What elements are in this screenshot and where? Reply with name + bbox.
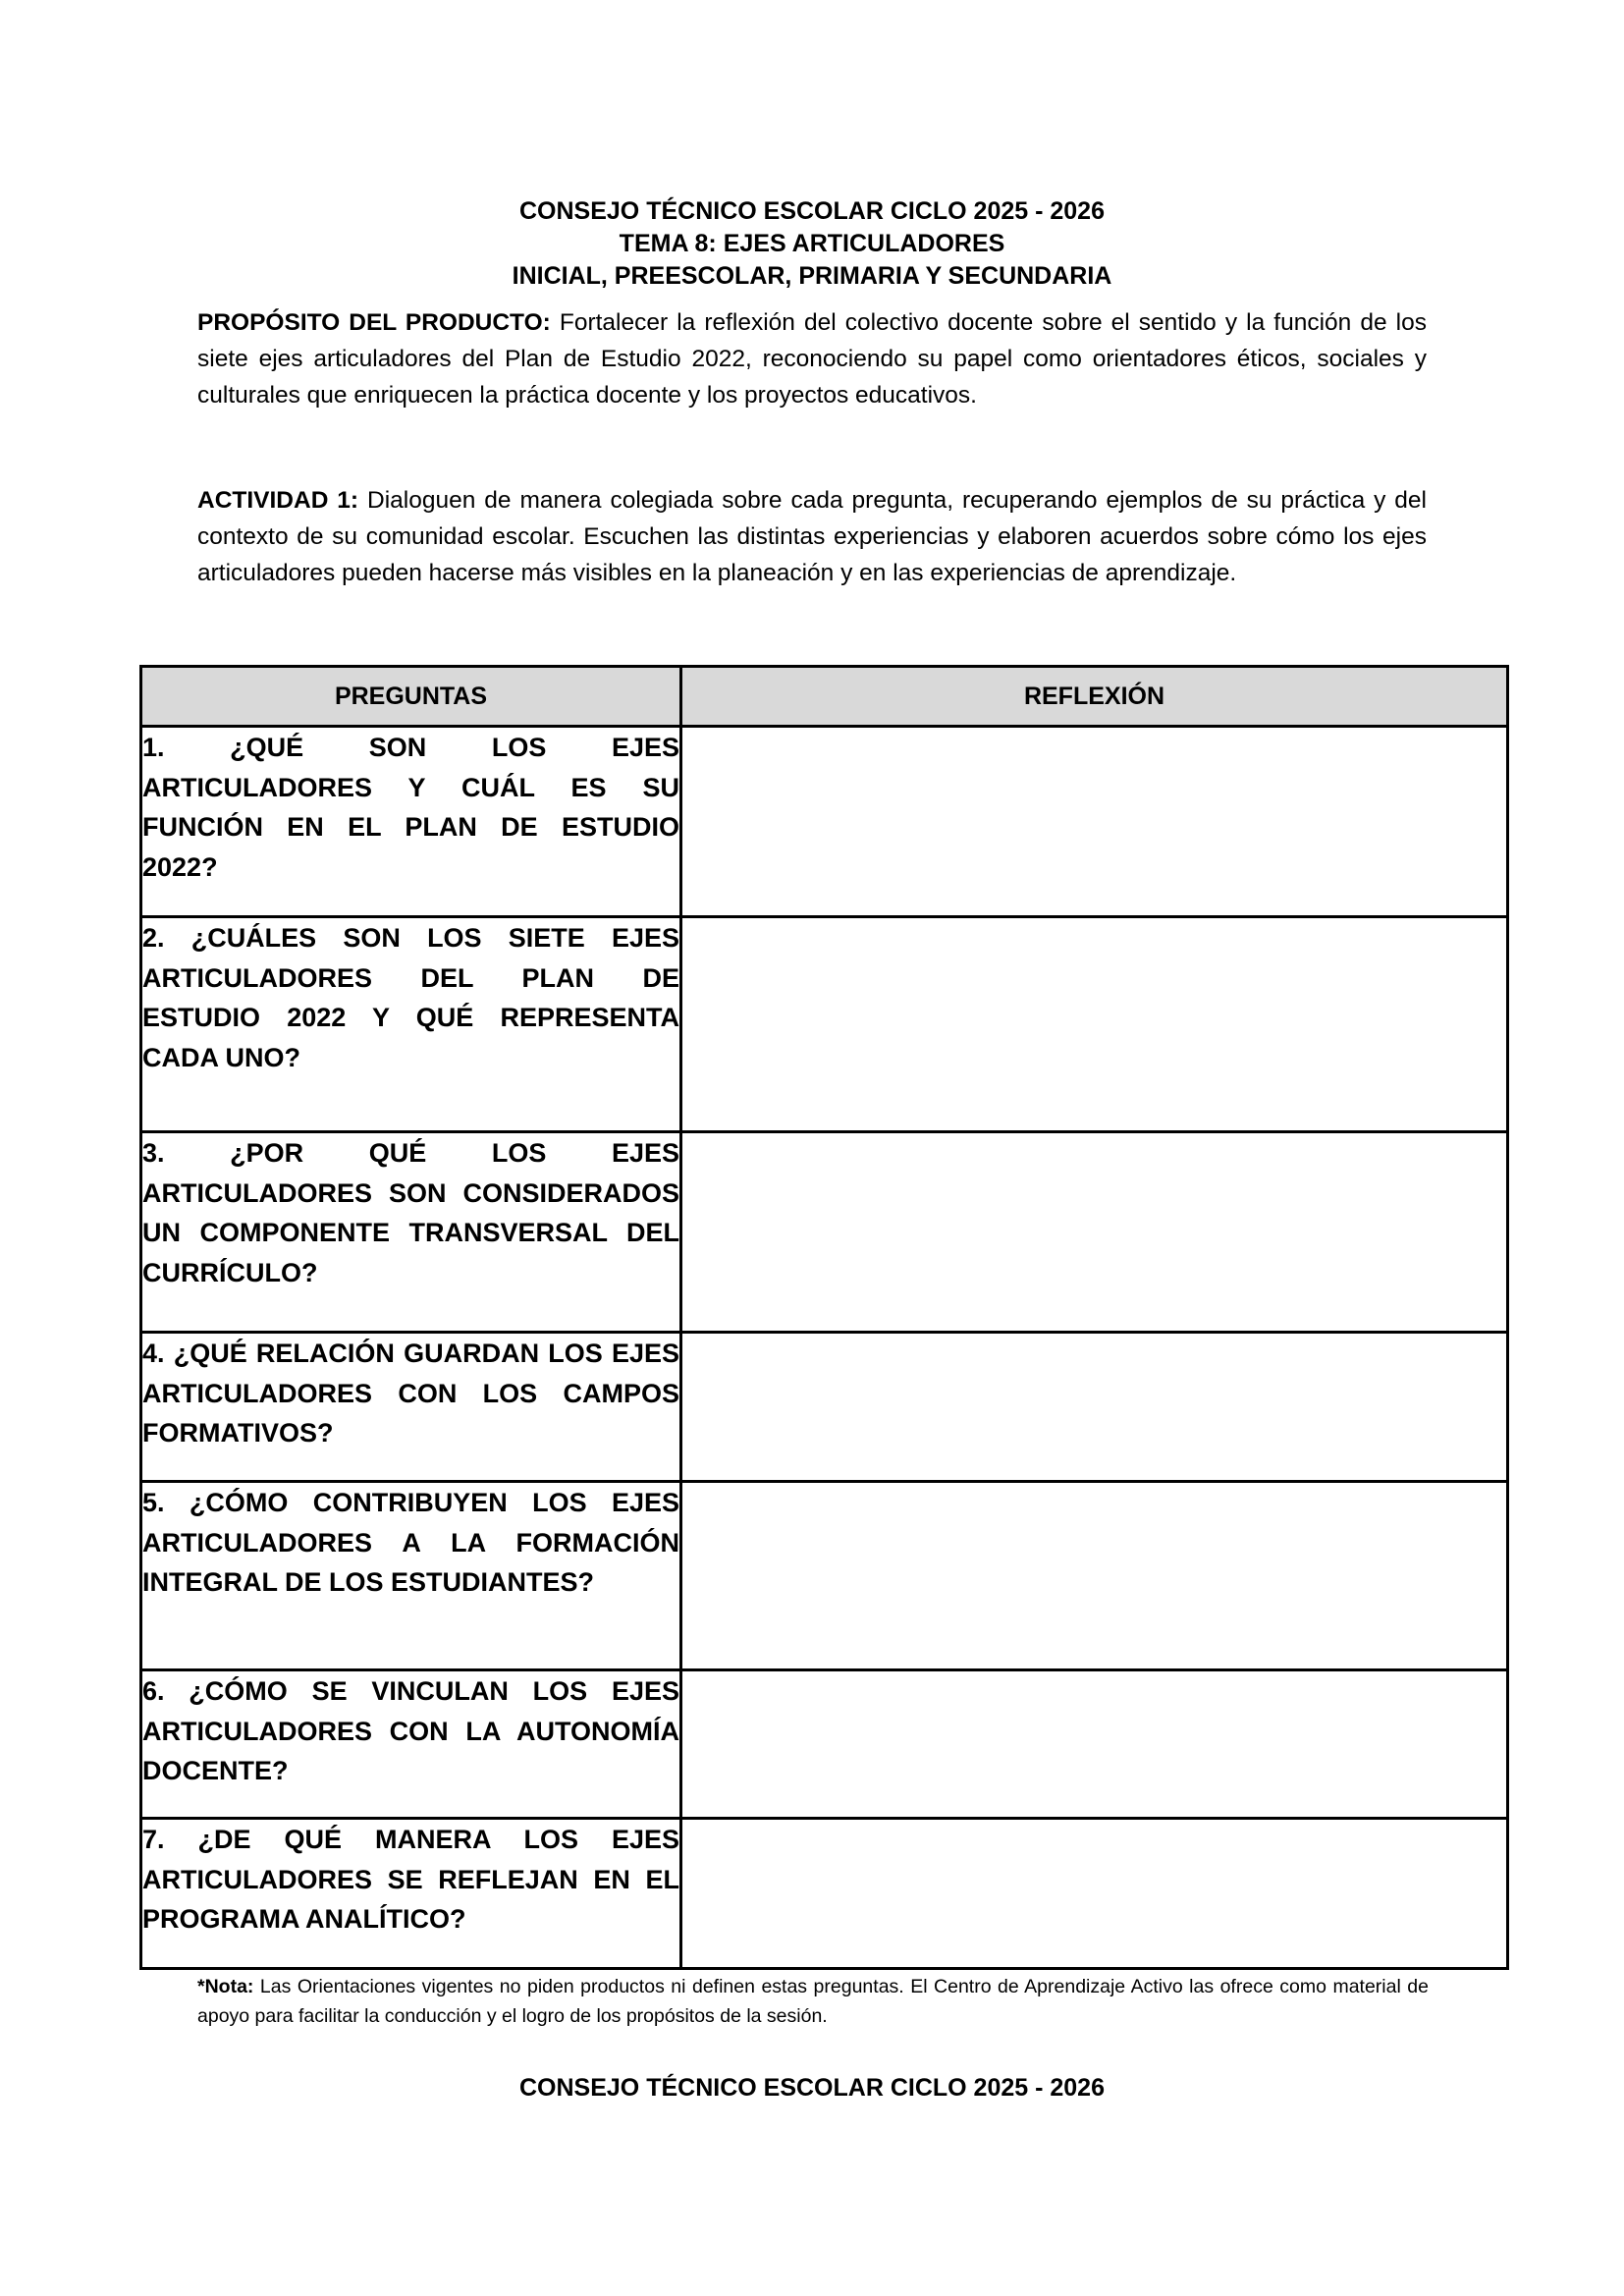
table-row <box>141 1819 1508 1969</box>
footnote-text: Las Orientaciones vigentes no piden productos ni definen estas preguntas. El Centro de Aprendizaje Activo las ofrece como material de apoyo para facilitar la conducción y el logro de los propósitos de la sesión. <box>197 1976 1429 2027</box>
purpose-paragraph <box>197 304 1427 413</box>
reflection-cell[interactable] <box>681 917 1508 1132</box>
question-cell: 5. ¿CÓMO CONTRIBUYEN LOS EJES ARTICULADORES A LA FORMACIÓN INTEGRAL DE LOS ESTUDIANTES? <box>141 1482 681 1670</box>
table-row <box>141 1670 1508 1819</box>
purpose-label: PROPÓSITO DEL PRODUCTO: <box>197 309 551 336</box>
document-header <box>0 195 1624 293</box>
question-cell: 6. ¿CÓMO SE VINCULAN LOS EJES ARTICULADORES CON LA AUTONOMÍA DOCENTE? <box>141 1670 681 1819</box>
question-cell: 1. ¿QUÉ SON LOS EJES ARTICULADORES Y CUÁL ES SU FUNCIÓN EN EL PLAN DE ESTUDIO 2022? <box>141 727 681 917</box>
reflection-cell[interactable] <box>681 1819 1508 1969</box>
reflection-cell[interactable] <box>681 727 1508 917</box>
activity-label: ACTIVIDAD 1: <box>197 487 359 514</box>
table-row <box>141 1132 1508 1333</box>
footnote-label: *Nota: <box>197 1976 254 1997</box>
question-cell: 7. ¿DE QUÉ MANERA LOS EJES ARTICULADORES SE REFLEJAN EN EL PROGRAMA ANALÍTICO? <box>141 1819 681 1969</box>
activity-text: Dialoguen de manera colegiada sobre cada pregunta, recuperando ejemplos de su práctica y del contexto de su comunidad escolar. Escuchen las distintas experiencias y elaboren acuerdos sobre cómo los ejes articuladores pueden hacerse más visibles en la planeación y en las experiencias de aprendizaje. <box>197 487 1428 586</box>
table-row <box>141 1482 1508 1670</box>
questions-table <box>139 665 1509 1970</box>
header-topic: TEMA 8: EJES ARTICULADORES <box>619 230 1005 257</box>
header-levels: INICIAL, PREESCOLAR, PRIMARIA Y SECUNDARIA <box>512 262 1112 290</box>
question-cell: 2. ¿CUÁLES SON LOS SIETE EJES ARTICULADORES DEL PLAN DE ESTUDIO 2022 Y QUÉ REPRESENTA CADA UNO? <box>141 917 681 1132</box>
question-cell: 3. ¿POR QUÉ LOS EJES ARTICULADORES SON CONSIDERADOS UN COMPONENTE TRANSVERSAL DEL CURRÍCULO? <box>141 1132 681 1333</box>
reflection-cell[interactable] <box>681 1482 1508 1670</box>
reflection-cell[interactable] <box>681 1132 1508 1333</box>
table-row <box>141 727 1508 917</box>
column-header-preguntas: PREGUNTAS <box>141 667 681 727</box>
column-header-reflexion: REFLEXIÓN <box>681 667 1508 727</box>
table-header-row <box>141 667 1508 727</box>
activity-paragraph <box>197 482 1427 591</box>
reflection-cell[interactable] <box>681 1670 1508 1819</box>
page-footer: CONSEJO TÉCNICO ESCOLAR CICLO 2025 - 2026 <box>519 2074 1105 2102</box>
table-row <box>141 1333 1508 1482</box>
reflection-cell[interactable] <box>681 1333 1508 1482</box>
header-title: CONSEJO TÉCNICO ESCOLAR CICLO 2025 - 2026 <box>519 197 1105 225</box>
table-row <box>141 917 1508 1132</box>
question-cell: 4. ¿QUÉ RELACIÓN GUARDAN LOS EJES ARTICULADORES CON LOS CAMPOS FORMATIVOS? <box>141 1333 681 1482</box>
purpose-text: Fortalecer la reflexión del colectivo docente sobre el sentido y la función de los siete ejes articuladores del Plan de Estudio 2022, reconociendo su papel como orientadores éticos, sociales y culturales que enriquecen la práctica docente y los proyectos educativos. <box>197 309 1427 409</box>
footnote <box>197 1972 1429 2031</box>
